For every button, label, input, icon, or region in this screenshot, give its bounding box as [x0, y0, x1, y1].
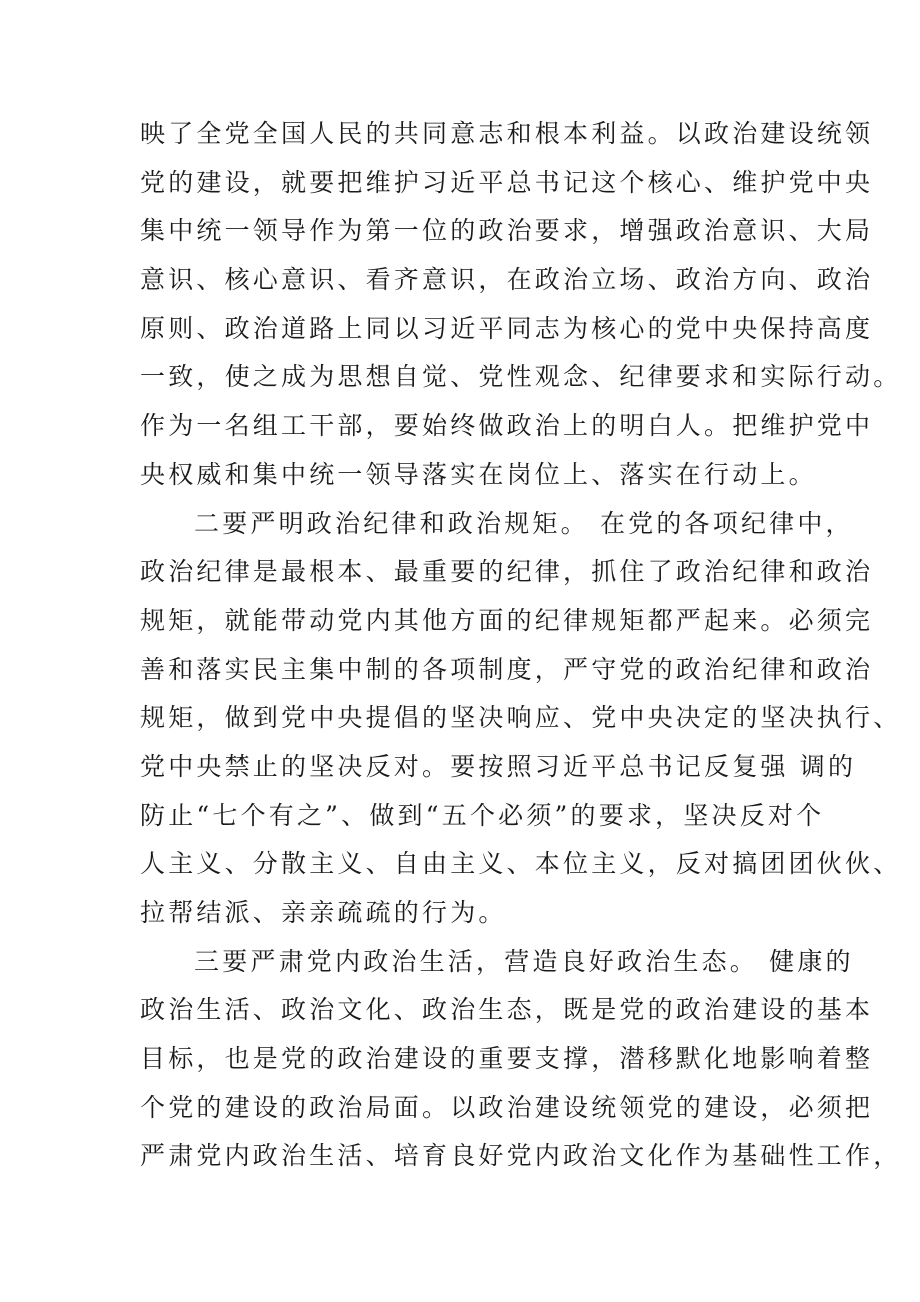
text-line: 一致，使之成为思想自觉、党性观念、纪律要求和实际行动。	[140, 362, 902, 392]
text-line: 央权威和集中统一领导落实在岗位上、落实在行动上。	[140, 459, 817, 489]
text-line: 个党的建设的政治局面。以政治建设统领党的建设，必须把	[140, 1092, 874, 1122]
text-line: 政治生活、政治文化、政治生态，既是党的政治建设的基本	[140, 995, 874, 1025]
text-line: 意识、核心意识、看齐意识，在政治立场、政治方向、政治	[140, 265, 874, 295]
text-line: 原则、政治道路上同以习近平同志为核心的党中央保持高度	[140, 313, 874, 343]
text-line: 拉帮结派、亲亲疏疏的行为。	[140, 898, 507, 927]
text-line: 善和落实民主集中制的各项制度，严守党的政治纪律和政治	[140, 654, 874, 684]
body-text	[140, 110, 902, 1181]
text-line: 党中央禁止的坚决反对。要按照习近平总书记反复强 调的	[140, 751, 857, 781]
text-line: 规矩，做到党中央提倡的坚决响应、党中央决定的坚决执行、	[140, 703, 902, 733]
text-line: 集中统一领导作为第一位的政治要求，增强政治意识、大局	[140, 216, 874, 246]
paragraph-heading-line: 三要严肃党内政治生活，营造良好政治生态。 健康的	[194, 946, 854, 976]
text-line: 规矩，就能带动党内其他方面的纪律规矩都严起来。必须完	[140, 605, 874, 635]
text-line: 人主义、分散主义、自由主义、本位主义，反对搞团团伙伙、	[140, 849, 902, 879]
text-line: 防止“七个有之”、做到“五个必须”的要求，坚决反对个	[140, 800, 825, 830]
paragraph-heading-line: 二要严明政治纪律和政治规矩。 在党的各项纪律中，	[194, 508, 854, 538]
text-line: 映了全党全国人民的共同意志和根本利益。以政治建设统领	[140, 119, 874, 148]
text-line: 作为一名组工干部，要始终做政治上的明白人。把维护党中	[140, 411, 874, 441]
text-line: 严肃党内政治生活、培育良好党内政治文化作为基础性工作，	[140, 1141, 902, 1171]
text-line: 政治纪律是最根本、最重要的纪律，抓住了政治纪律和政治	[140, 557, 874, 587]
text-line: 目标，也是党的政治建设的重要支撑，潜移默化地影响着整	[140, 1044, 874, 1074]
text-line: 党的建设，就要把维护习近平总书记这个核心、维护党中央	[140, 167, 874, 197]
